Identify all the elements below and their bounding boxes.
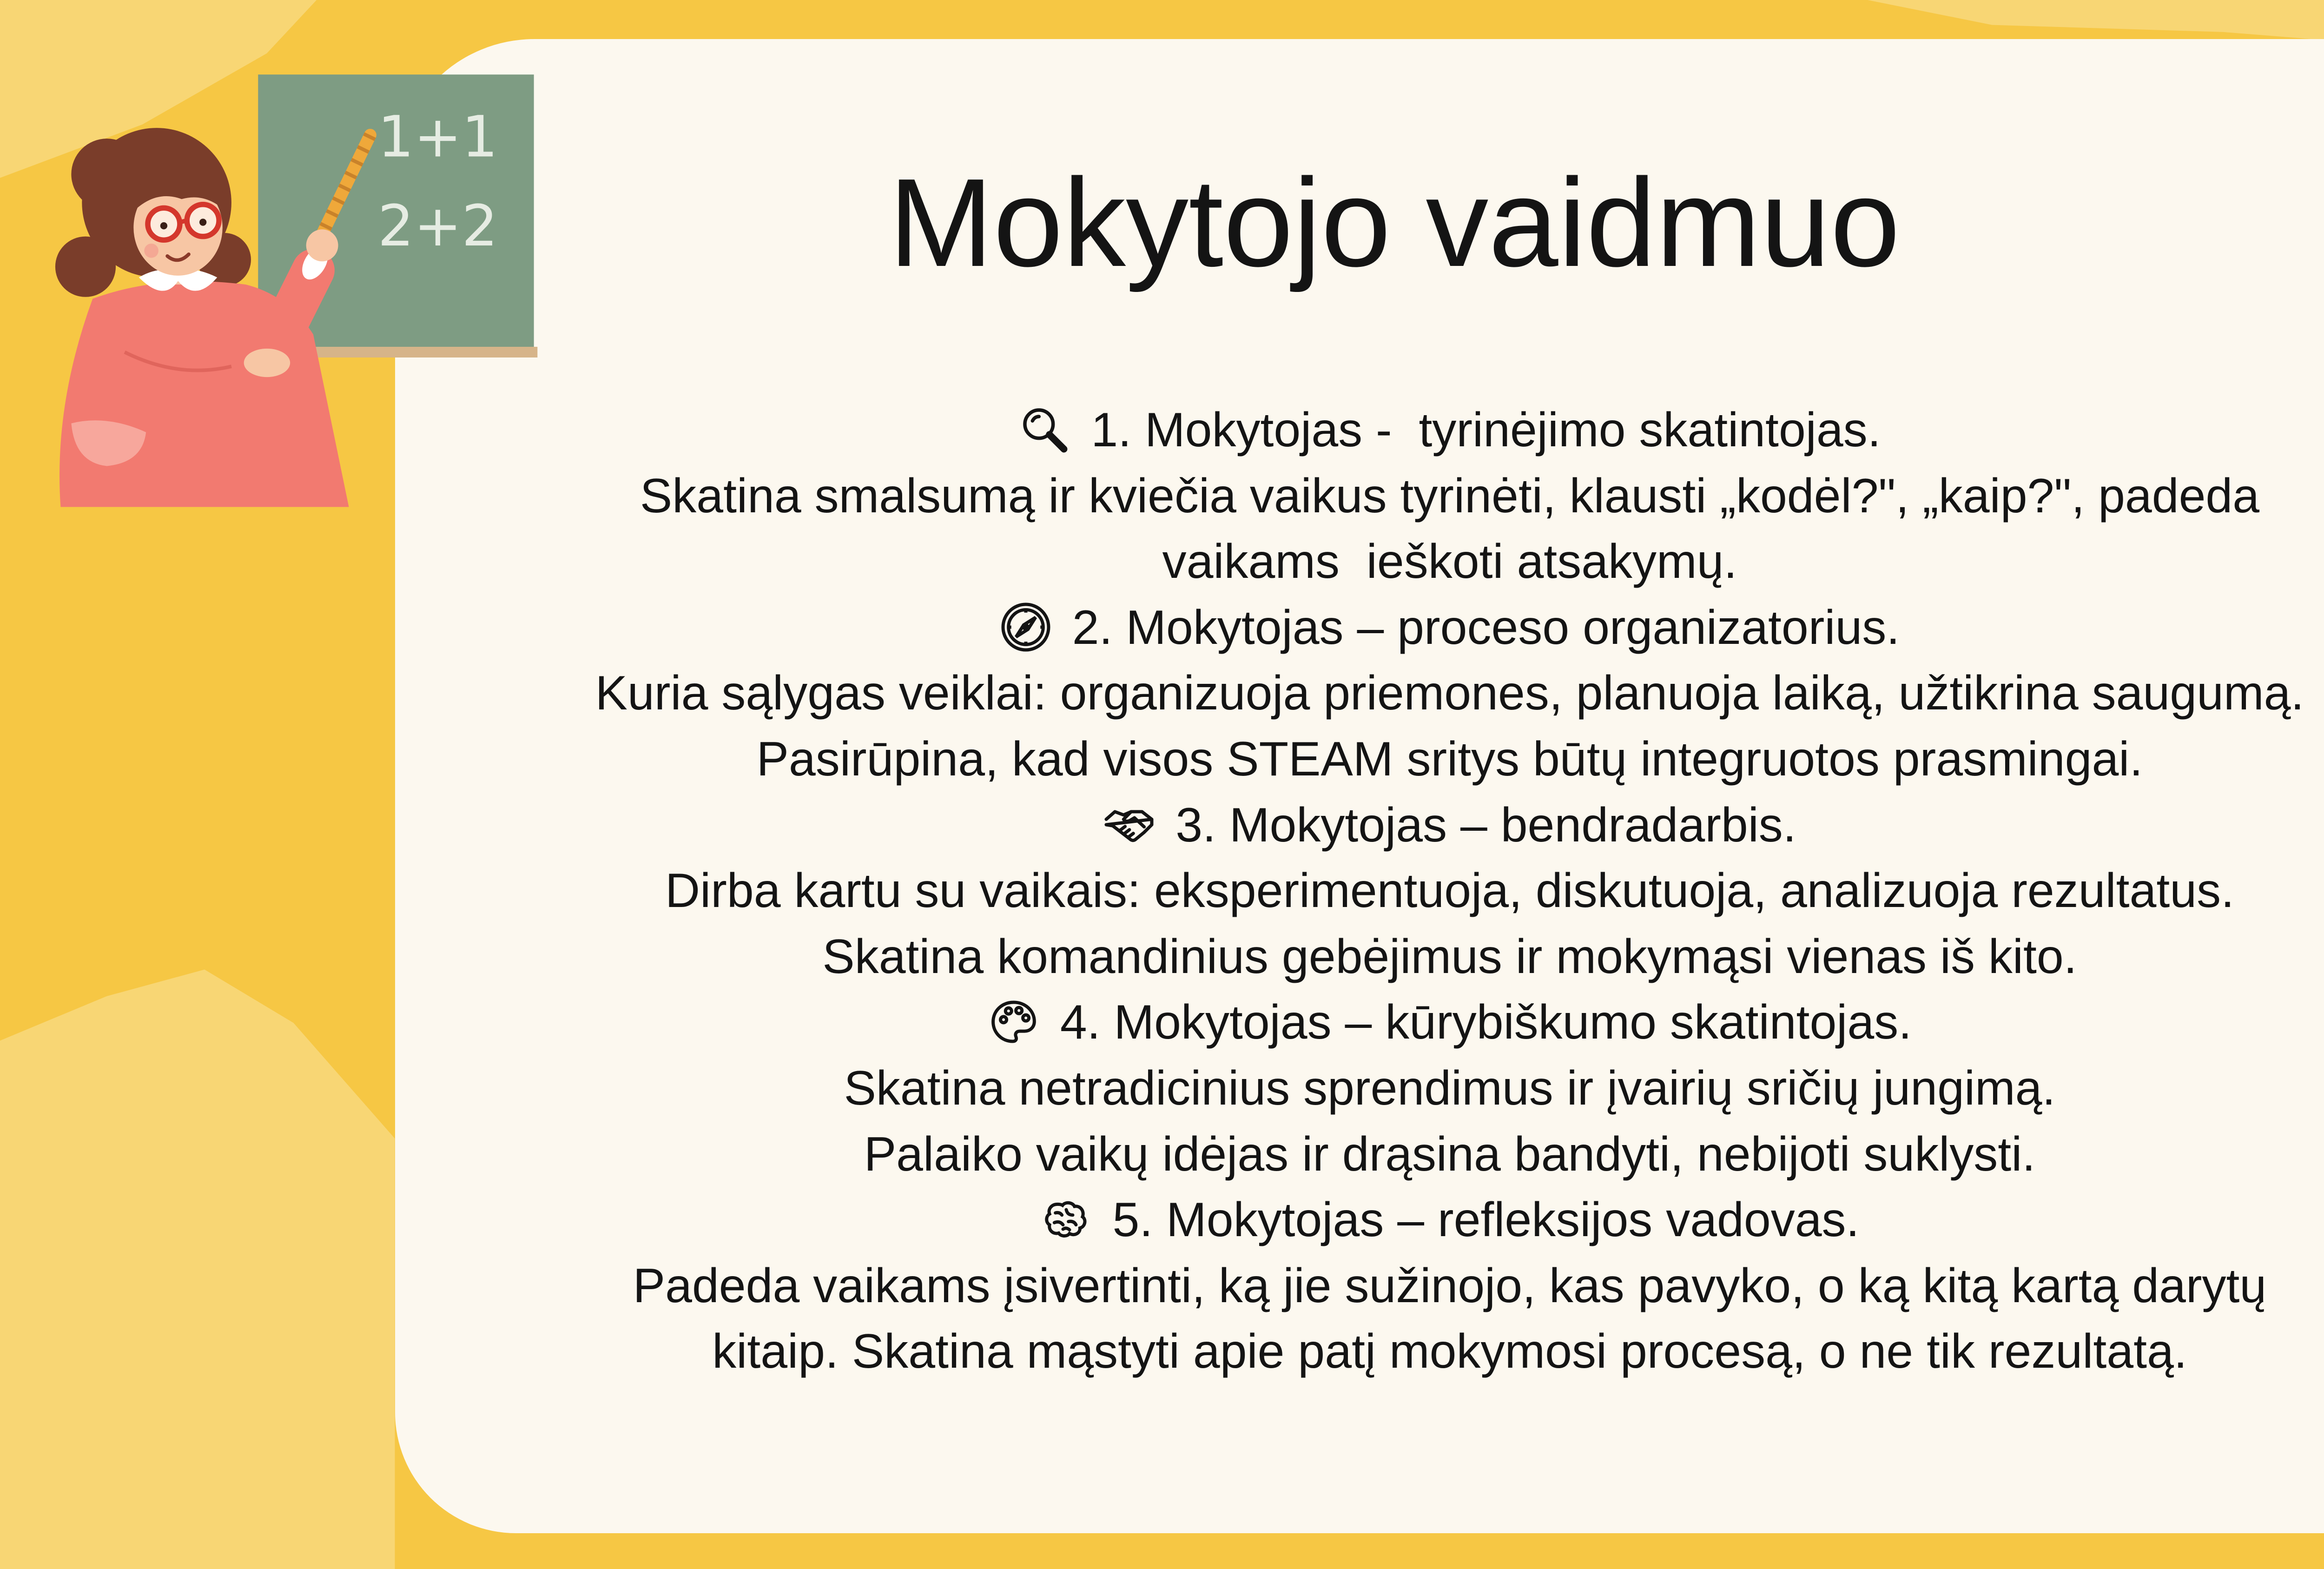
role-heading-2: [395, 595, 2324, 661]
role-heading-text: 4. Mokytojas – kūrybiškumo skatintojas.: [1060, 995, 1912, 1050]
role-description-line: Pasirūpina, kad visos STEAM sritys būtų integruotos prasmingai.: [756, 732, 2143, 786]
role-heading-1: [395, 397, 2324, 463]
role-description-line: Palaiko vaikų idėjas ir drąsina bandyti, nebijoti suklysti.: [864, 1127, 2036, 1181]
slide-title: Mokytojo vaidmuo: [889, 153, 1900, 293]
role-description-line: Dirba kartu su vaikais: eksperimentuoja, diskutuoja, analizuoja rezultatus.: [665, 864, 2234, 918]
role-heading-text: 5. Mokytojas – refleksijos vadovas.: [1112, 1193, 1860, 1247]
role-heading-text: 1. Mokytojas - tyrinėjimo skatintojas.: [1091, 403, 1881, 457]
role-description-line: Kuria sąlygas veiklai: organizuoja priemones, planuoja laiką, užtikrina saugumą.: [595, 666, 2304, 721]
magnifying-glass-icon: [1018, 404, 1070, 456]
compass-icon: [1000, 601, 1052, 653]
brain-icon: [1040, 1193, 1092, 1245]
role-heading-5: [395, 1187, 2324, 1253]
chalkboard-text-line: 2+2: [377, 192, 498, 259]
role-description-line: vaikams ieškoti atsakymų.: [1162, 535, 1737, 589]
role-heading-text: 3. Mokytojas – bendradarbis.: [1175, 798, 1796, 852]
role-description-line: Skatina komandinius gebėjimus ir mokymąsi vienas iš kito.: [822, 929, 2077, 984]
handshake-icon: [1103, 799, 1155, 851]
role-heading-4: [395, 990, 2324, 1056]
role-description-line: Padeda vaikams įsivertinti, ką jie sužinojo, kas pavyko, o ką kitą kartą darytų: [633, 1258, 2267, 1313]
palette-icon: [988, 996, 1040, 1048]
role-list: [395, 397, 2324, 1385]
role-description-line: Skatina smalsumą ir kviečia vaikus tyrinėti, klausti „kodėl?", „kaip?", padeda: [640, 469, 2260, 523]
chalkboard-text-line: 1+1: [377, 103, 498, 170]
role-heading-text: 2. Mokytojas – proceso organizatorius.: [1072, 600, 1900, 655]
role-description-line: kitaip. Skatina mąstyti apie patį mokymosi procesą, o ne tik rezultatą.: [712, 1324, 2187, 1379]
role-heading-3: [395, 793, 2324, 859]
role-description-line: Skatina netradicinius sprendimus ir įvairių sričių jungimą.: [844, 1061, 2056, 1115]
